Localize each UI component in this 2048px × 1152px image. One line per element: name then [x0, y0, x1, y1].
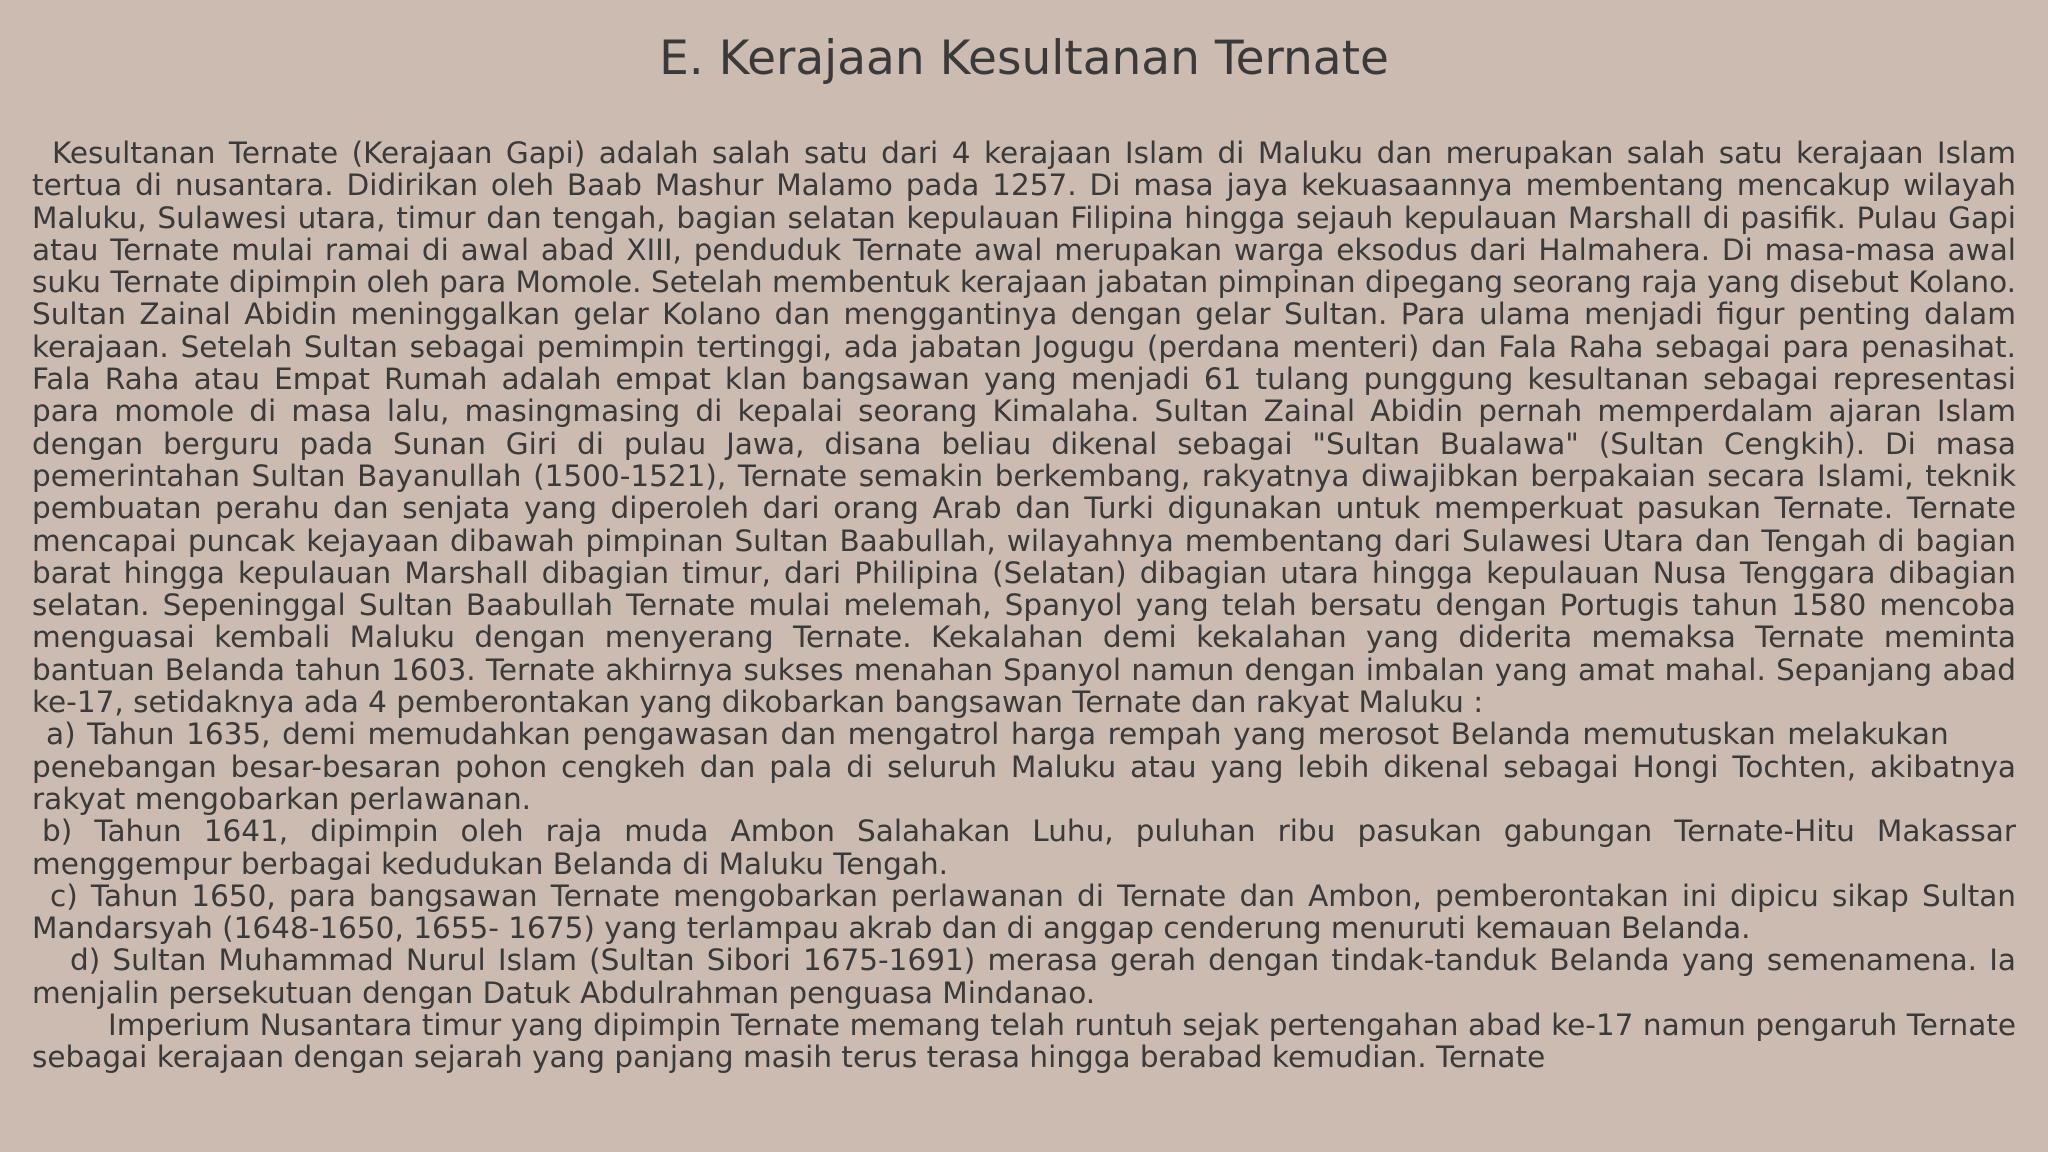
list-item-b: b) Tahun 1641, dipimpin oleh raja muda Ambon Salahakan Luhu, puluhan ribu pasukan gabungan Ternate-Hitu Makassar menggempur berbagai kedudukan Belanda di Maluku Tengah.	[32, 814, 2016, 881]
paragraph-final: Imperium Nusantara timur yang dipimpin Ternate memang telah runtuh sejak pertengahan abad ke-17 namun pengaruh Ternate sebagai kerajaan dengan sejarah yang panjang masih terus terasa hingga berabad kemudian. Ternate	[32, 1008, 2016, 1075]
list-item-a: a) Tahun 1635, demi memudahkan pengawasan dan mengatrol harga rempah yang merosot Belanda memutuskan melakukan penebangan besar-besaran pohon cengkeh dan pala di seluruh Maluku atau yang lebih dikenal sebagai Hongi Tochten, akibatnya rakyat mengobarkan perlawanan.	[32, 717, 2016, 816]
page-title: E. Kerajaan Kesultanan Ternate	[659, 31, 1389, 86]
paragraph-main: Kesultanan Ternate (Kerajaan Gapi) adalah salah satu dari 4 kerajaan Islam di Maluku dan merupakan salah satu kerajaan Islam tertua di nusantara. Didirikan oleh Baab Mashur Malamo pada 1257. Di masa jaya kekuasaannya membentang mencakup wilayah Maluku, Sulawesi utara, timur dan tengah, bagian selatan kepulauan Filipina hingga sejauh kepulauan Marshall di pasifik. Pulau Gapi atau Ternate mulai ramai di awal abad XIII, penduduk Ternate awal merupakan warga eksodus dari Halmahera. Di masa-masa awal suku Ternate dipimpin oleh para Momole. Setelah membentuk kerajaan jabatan pimpinan dipegang seorang raja yang disebut Kolano. Sultan Zainal Abidin meninggalkan gelar Kolano dan menggantinya dengan gelar Sultan. Para ulama menjadi figur penting dalam kerajaan. Setelah Sultan sebagai pemimpin tertinggi, ada jabatan Jogugu (perdana menteri) dan Fala Raha sebagai para penasihat. Fala Raha atau Empat Rumah adalah empat klan bangsawan yang menjadi 61 tulang punggung kesultanan sebagai representasi para momole di masa lalu, masingmasing di kepalai seorang Kimalaha. Sultan Zainal Abidin pernah memperdalam ajaran Islam dengan berguru pada Sunan Giri di pulau Jawa, disana beliau dikenal sebagai "Sultan Bualawa" (Sultan Cengkih). Di masa pemerintahan Sultan Bayanullah (1500-1521), Ternate semakin berkembang, rakyatnya diwajibkan berpakaian secara Islami, teknik pembuatan perahu dan senjata yang diperoleh dari orang Arab dan Turki digunakan untuk memperkuat pasukan Ternate. Ternate mencapai puncak kejayaan dibawah pimpinan Sultan Baabullah, wilayahnya membentang dari Sulawesi Utara dan Tengah di bagian barat hingga kepulauan Marshall dibagian timur, dari Philipina (Selatan) dibagian utara hingga kepulauan Nusa Tenggara dibagian selatan. Sepeninggal Sultan Baabullah Ternate mulai melemah, Spanyol yang telah bersatu dengan Portugis tahun 1580 mencoba menguasai kembali Maluku dengan menyerang Ternate. Kekalahan demi kekalahan yang diderita memaksa Ternate meminta bantuan Belanda tahun 1603. Ternate akhirnya sukses menahan Spanyol namun dengan imbalan yang amat mahal. Sepanjang abad ke-17, setidaknya ada 4 pemberontakan yang dikobarkan bangsawan Ternate dan rakyat Maluku :	[32, 136, 2016, 720]
list-item-c: c) Tahun 1650, para bangsawan Ternate mengobarkan perlawanan di Ternate dan Ambon, pemberontakan ini dipicu sikap Sultan Mandarsyah (1648-1650, 1655- 1675) yang terlampau akrab dan di anggap cenderung menuruti kemauan Belanda.	[32, 878, 2016, 946]
list-item-d: d) Sultan Muhammad Nurul Islam (Sultan Sibori 1675-1691) merasa gerah dengan tindak-tanduk Belanda yang semenamena. Ia menjalin persekutuan dengan Datuk Abdulrahman penguasa Mindanao.	[32, 943, 2016, 1010]
body-text	[32, 137, 2016, 1074]
